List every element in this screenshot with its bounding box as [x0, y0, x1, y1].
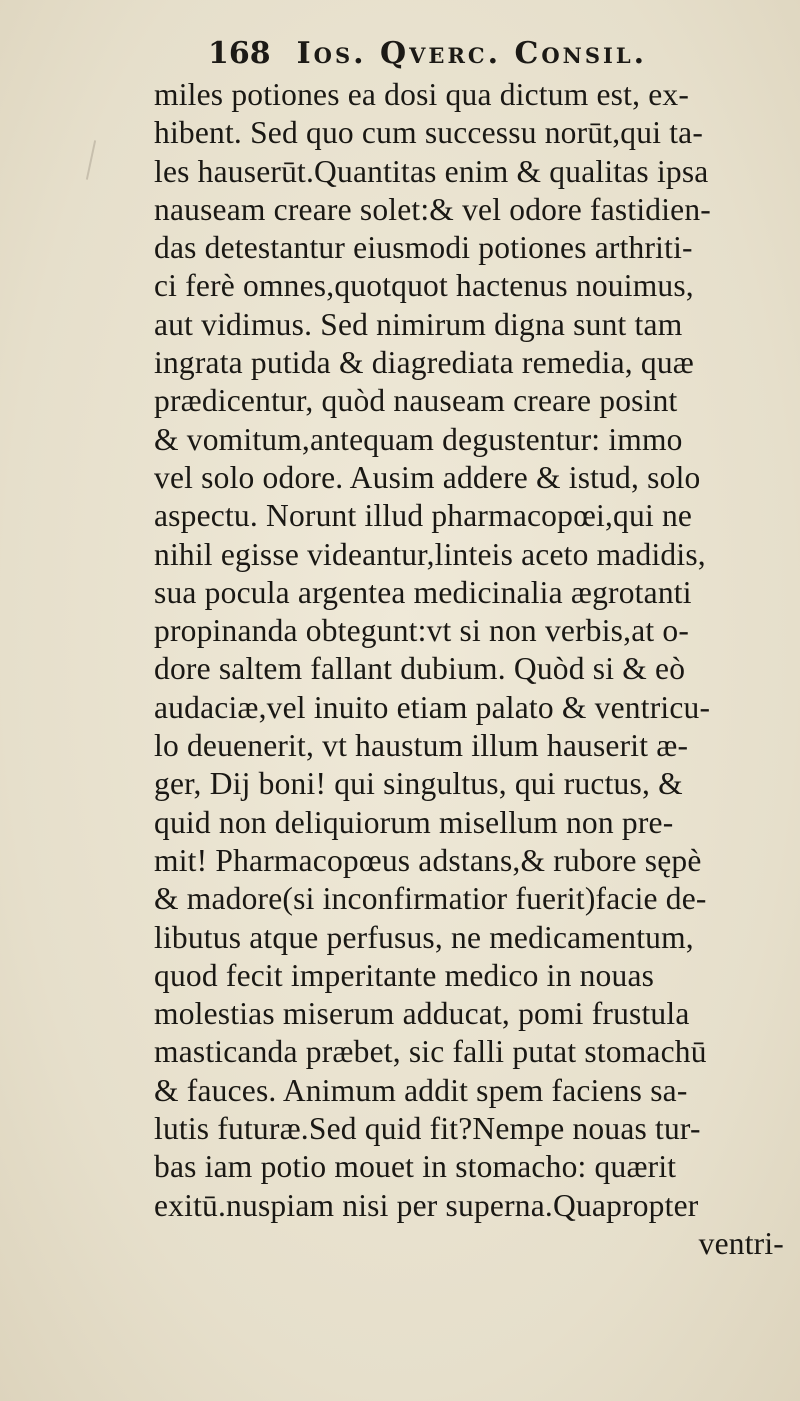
text-line: lutis futuræ.Sed quid fit?Nempe nouas tur-	[154, 1111, 701, 1147]
text-line: ingrata putida & diagrediata remedia, quæ	[154, 345, 695, 381]
text-line: & madore(si inconfirmatior fuerit)facie de-	[154, 881, 707, 917]
text-line: lo deuenerit, vt haustum illum hauserit æ-	[154, 728, 689, 764]
text-line: prædicentur, quòd nauseam creare posint	[154, 383, 678, 419]
text-line: aut vidimus. Sed nimirum digna sunt tam	[154, 306, 683, 342]
catchword: ventri-	[698, 1225, 784, 1261]
text-line: mit! Pharmacopœus adstans,& rubore sępè	[154, 842, 702, 878]
text-line: les hauserūt.Quantitas enim & qualitas ipsa	[154, 153, 709, 189]
text-line: quod fecit imperitante medico in nouas	[154, 957, 655, 993]
text-line: nihil egisse videantur,linteis aceto madidis,	[154, 536, 706, 572]
text-line: hibent. Sed quo cum successu norūt,qui ta-	[154, 115, 704, 151]
margin-smudge	[86, 140, 96, 180]
text-line: audaciæ,vel inuito etiam palato & ventricu-	[154, 689, 711, 725]
text-line: libutus atque perfusus, ne medicamentum,	[154, 919, 694, 955]
text-line: vel solo odore. Ausim addere & istud, solo	[154, 459, 701, 495]
text-line: sua pocula argentea medicinalia ægrotanti	[154, 574, 692, 610]
text-line: & fauces. Animum addit spem faciens sa-	[154, 1072, 688, 1108]
text-line: bas iam potio mouet in stomacho: quærit	[154, 1149, 677, 1185]
text-line: ci ferè omnes,quotquot hactenus nouimus,	[154, 268, 694, 304]
text-line: propinanda obtegunt:vt si non verbis,at o-	[154, 613, 690, 649]
page-number: 168	[208, 36, 271, 71]
text-line: das detestantur eiusmodi potiones arthriti-	[154, 230, 693, 266]
text-line: nauseam creare solet:& vel odore fastidien-	[154, 191, 711, 227]
text-line: dore saltem fallant dubium. Quòd si & eò	[154, 651, 686, 687]
text-line: masticanda præbet, sic falli putat stomachū	[154, 1034, 707, 1070]
main-text-block	[154, 76, 794, 1263]
text-line: & vomitum,antequam degustentur: immo	[154, 421, 683, 457]
running-head: Ios. Qverc. Consil.	[296, 36, 648, 71]
text-line: exitū.nuspiam nisi per superna.Quapropter	[154, 1187, 699, 1223]
text-line: ger, Dij boni! qui singultus, qui ructus, &	[154, 766, 683, 802]
text-line: molestias miserum adducat, pomi frustula	[154, 996, 690, 1032]
text-line: miles potiones ea dosi qua dictum est, ex-	[154, 77, 690, 112]
text-line: aspectu. Norunt illud pharmacopœi,qui ne	[154, 498, 693, 534]
text-line: quid non deliquiorum misellum non pre-	[154, 804, 674, 840]
